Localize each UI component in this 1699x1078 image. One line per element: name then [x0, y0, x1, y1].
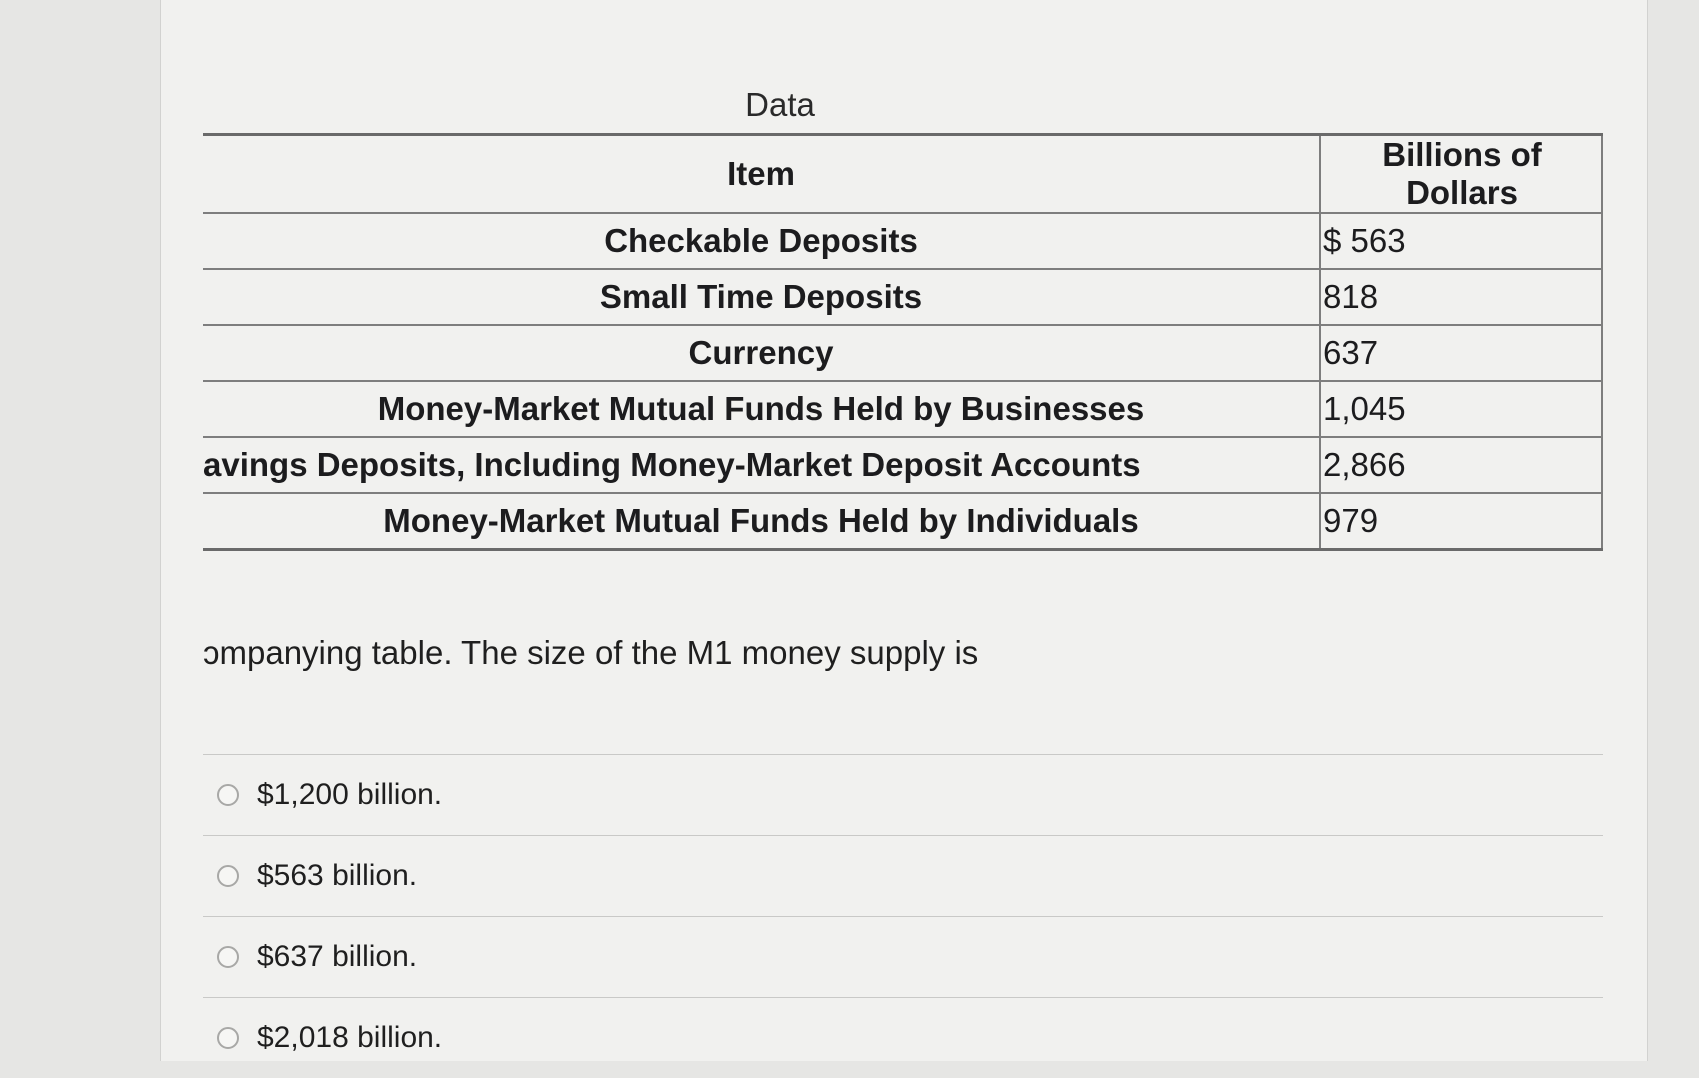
answer-option-label[interactable]: $563 billion. — [257, 859, 418, 892]
row-value: 818 — [1320, 269, 1602, 325]
item-label: avings Deposits, Including Money-Market Deposit Accounts — [203, 446, 1141, 483]
question-card — [160, 0, 1648, 1061]
answer-option-2[interactable] — [203, 835, 1603, 916]
row-value: $ 563 — [1320, 213, 1602, 269]
question-prompt: ɔmpanying table. The size of the M1 money supply is — [203, 634, 979, 671]
radio-button-icon[interactable] — [217, 946, 239, 968]
row-value: 979 — [1320, 493, 1602, 550]
answer-option-label[interactable]: $2,018 billion. — [257, 1021, 443, 1054]
row-item-savings-deposits — [203, 437, 1320, 493]
column-header-value: Billions of Dollars — [1320, 135, 1602, 214]
row-item-mmmf-individuals — [203, 493, 1320, 550]
item-label: Money-Market Mutual Funds Held by Businesses — [377, 390, 1145, 427]
table-row — [203, 381, 1602, 437]
table-caption: Data — [745, 86, 815, 123]
item-label: Small Time Deposits — [599, 278, 923, 315]
answer-option-4[interactable] — [203, 997, 1603, 1078]
table-row — [203, 269, 1602, 325]
column-header-item: Item — [203, 135, 1320, 214]
row-value: 2,866 — [1320, 437, 1602, 493]
item-label: Currency — [688, 334, 834, 371]
table-row — [203, 493, 1602, 550]
row-value: 637 — [1320, 325, 1602, 381]
table-row — [203, 437, 1602, 493]
row-item-currency — [203, 325, 1320, 381]
radio-button-icon[interactable] — [217, 1027, 239, 1049]
radio-button-icon[interactable] — [217, 784, 239, 806]
radio-button-icon[interactable] — [217, 865, 239, 887]
table-row — [203, 325, 1602, 381]
row-item-mmmf-businesses — [203, 381, 1320, 437]
answer-options — [203, 754, 1603, 1078]
answer-option-label[interactable]: $637 billion. — [257, 940, 418, 973]
item-label: Money-Market Mutual Funds Held by Individuals — [383, 502, 1139, 539]
answer-option-1[interactable] — [203, 754, 1603, 835]
table-header-row — [203, 135, 1602, 214]
table-row — [203, 213, 1602, 269]
row-item-small-time-deposits — [203, 269, 1320, 325]
answer-option-label[interactable]: $1,200 billion. — [257, 778, 443, 811]
data-table — [203, 133, 1603, 551]
row-item-checkable-deposits — [203, 213, 1320, 269]
item-label: Checkable Deposits — [604, 222, 918, 259]
row-value: 1,045 — [1320, 381, 1602, 437]
answer-option-3[interactable] — [203, 916, 1603, 997]
